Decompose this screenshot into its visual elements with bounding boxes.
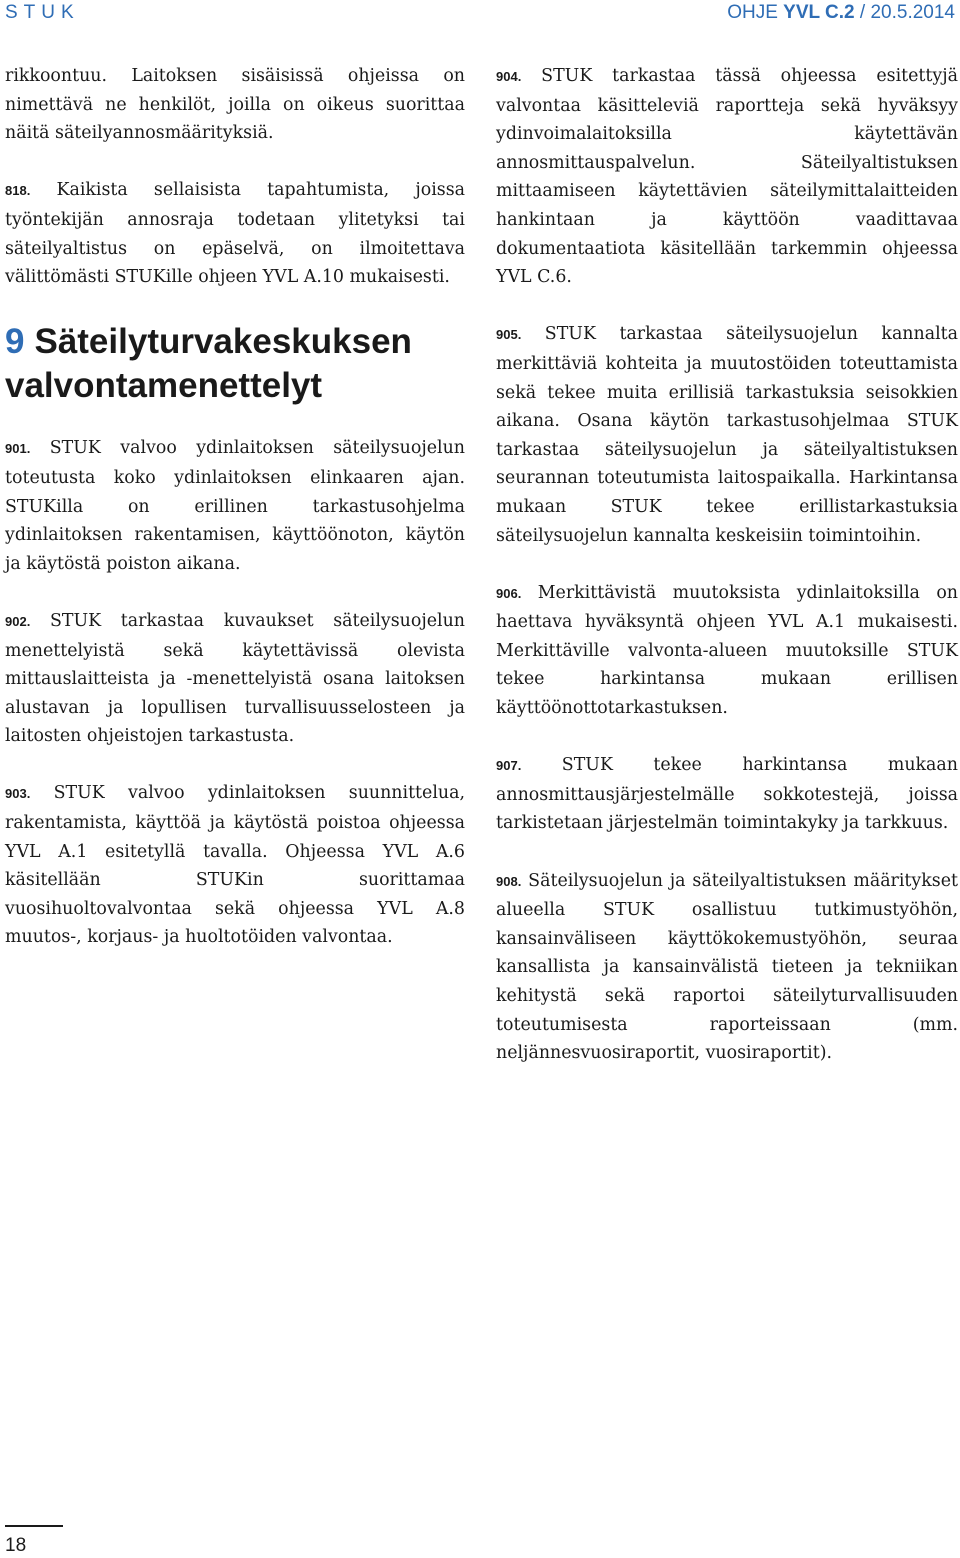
paragraph-text: Merkittävistä muutoksista ydinlaitoksilla on haettava hyväksyntä ohjeen YVL A.1 mukaisesti. Merkittäville valvonta-alueen muutoksille STUK tekee harkintansa mukaan erillisen käyttöönottotarkastuksen.: [496, 582, 958, 719]
paragraph-901: [5, 434, 465, 578]
paragraph-907: [496, 751, 958, 838]
paragraph-text: STUK tarkastaa tässä ohjeessa esitettyjä valvontaa käsitteleviä raportteja sekä hyväksyy ydinvoimalaitoksilla käytettävän annosmittauspalvelun. Säteilyaltistuksen mittaamiseen käytettävien säteilymittalaitteiden hankintaan ja käyttöön vaadittavaa dokumentaatiota käsitellään tarkemmin ohjeessa YVL C.6.: [496, 66, 958, 288]
paragraph-905: [496, 320, 958, 550]
publisher-name: STUK: [5, 2, 80, 23]
section-title: Säteilyturvakeskuksen valvontamenettelyt: [5, 322, 412, 406]
left-column: [5, 62, 465, 981]
guide-prefix: OHJE: [727, 2, 784, 23]
paragraph-text: STUK tarkastaa säteilysuojelun kannalta merkittäviä kohteita ja muutostöiden toteuttamista sekä tekee muita erillisiä tarkastuksia seisokkien aikana. Osana käytön tarkastusohjelmaa STUK tarkastaa säteilysuojelun ja säteilyaltistuksen seurannan toteutumista laitospaikalla. Harkintansa mukaan STUK tekee erillistarkastuksia säteilysuojelun kannalta keskeisiin toimintoihin.: [496, 324, 958, 546]
paragraph-number: 818.: [5, 183, 31, 199]
paragraph-text: STUK valvoo ydinlaitoksen säteilysuojelun toteutusta koko ydinlaitoksen elinkaaren ajan. STUKilla on erillinen tarkastusohjelma ydinlaitoksen rakentamisen, käyttöönoton, käytön ja käytöstä poiston aikana.: [5, 438, 465, 574]
page-header: [5, 2, 955, 30]
paragraph-904: [496, 62, 958, 292]
paragraph-908: [496, 867, 958, 1068]
paragraph-818: [5, 176, 465, 291]
paragraph-continued: rikkoontuu. Laitoksen sisäisissä ohjeissa on nimettävä ne henkilöt, joilla on oikeus suorittaa näitä säteilyannosmäärityksiä.: [5, 66, 465, 144]
paragraph-number: 904.: [496, 69, 522, 84]
paragraph-number: 907.: [496, 758, 522, 774]
right-column: [496, 62, 958, 1096]
paragraph-903: [5, 779, 465, 952]
paragraph-number: 908.: [496, 873, 522, 889]
paragraph-902: [5, 607, 465, 751]
guide-date: / 20.5.2014: [854, 2, 955, 23]
paragraph-text: STUK tekee harkintansa mukaan annosmittausjärjestelmälle sokkotestejä, joissa tarkistetaan järjestelmän toimintakyky ja tarkkuus.: [496, 755, 958, 834]
paragraph-number: 903.: [5, 786, 31, 802]
paragraph-text: STUK tarkastaa kuvaukset säteilysuojelun menettelyistä sekä käytettävissä olevista mittauslaitteista ja -menettelyistä osana laitoksen alustavan ja lopullisen turvallisuusselosteen ja laitosten ohjeistojen tarkastusta.: [5, 610, 465, 747]
footer-divider: [5, 1525, 63, 1527]
section-heading: [5, 320, 465, 408]
paragraph-text: STUK valvoo ydinlaitoksen suunnittelua, rakentamista, käyttöä ja käytöstä poistoa ohjeessa YVL A.1 esitetyllä tavalla. Ohjeessa YVL A.6 käsitellään STUKin suorittamaa vuosihuoltovalvontaa sekä ohjeessa YVL A.8 muutos-, korjaus- ja huoltotöiden valvontaa.: [5, 783, 465, 948]
paragraph-number: 905.: [496, 327, 522, 343]
section-number: 9: [5, 322, 25, 362]
page-number: 18: [5, 1535, 27, 1556]
paragraph-text: Kaikista sellaisista tapahtumista, joissa työntekijän annosraja todetaan ylitetyksi tai säteilyaltistus on epäselvä, on ilmoitettava välittömästi STUKille ohjeen YVL A.10 mukaisesti.: [5, 180, 465, 288]
paragraph-number: 901.: [5, 441, 31, 457]
paragraph-text: Säteilysuojelun ja säteilyaltistuksen määritykset alueella STUK osallistuu tutkimustyöhön, kansainväliseen käyttökokemustyöhön, seuraa kansallista ja kansainvälistä tieteen ja tekniikan kehitystä sekä raportoi säteilyturvallisuuden toteutumisesta raporteissaan (mm. neljännesvuosiraportit, vuosiraportit).: [496, 870, 958, 1064]
paragraph-number: 906.: [496, 585, 522, 601]
guide-code: YVL C.2: [783, 2, 855, 23]
paragraph-number: 902.: [5, 613, 31, 629]
paragraph-906: [496, 579, 958, 723]
guide-reference: [727, 2, 955, 24]
